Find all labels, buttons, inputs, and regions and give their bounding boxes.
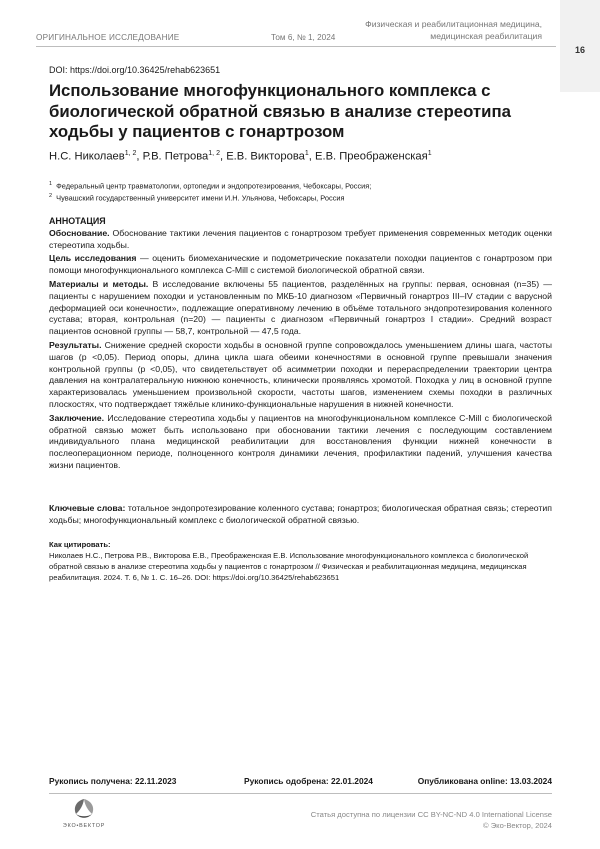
abstract-methods — [49, 279, 552, 338]
license-text: Статья доступна по лицензии CC BY-NC-ND 4.0 International License — [310, 810, 552, 819]
abstract-section-label: Обоснование. — [49, 227, 110, 238]
footer-divider — [49, 793, 552, 794]
affiliation-text: Федеральный центр травматологии, ортопедии и эндопротезирования, Чебоксары, Россия; — [56, 181, 372, 191]
author-affiliation-ref: 1, 2 — [124, 150, 137, 157]
abstract-section-text: Исследование стереотипа ходьбы у пациентов на многофункциональном комплексе C-Mill с биологической обратной связью может быть использовано при обосновании тактики лечения с последующим составлением индивидуального плана медицинской реабилитации для восстановления функции нижней конечности в послеоперационном периоде, полноценного контроля динамики лечения, профилактики падений, улучшения качества жизни пациентов. — [49, 412, 552, 470]
abstract — [49, 216, 552, 474]
abstract-section-label: Материалы и методы. — [49, 278, 149, 289]
author-affiliation-ref: 1 — [304, 150, 309, 157]
eco-vector-logo-icon — [54, 796, 114, 830]
citation-label: Как цитировать: — [49, 540, 111, 549]
publisher-name: ЭКО•ВЕКТОР — [62, 823, 106, 829]
author-name: Е.В. Преображенская — [315, 150, 428, 163]
affiliation — [49, 181, 371, 190]
copyright-text: © Эко-Вектор, 2024 — [483, 820, 552, 830]
volume-info: Том 6, № 1, 2024 — [271, 33, 336, 42]
author-name: Р.В. Петрова — [142, 150, 209, 163]
abstract-section-label: Цель исследования — [49, 253, 137, 264]
citation-block — [49, 539, 552, 583]
article-doi[interactable]: DOI: https://doi.org/10.36425/rehab623651 — [49, 65, 221, 75]
date-accepted: Рукопись одобрена: 22.01.2024 — [244, 776, 373, 786]
affiliation-number: 1 — [49, 181, 53, 187]
page-number: 16 — [574, 45, 585, 55]
abstract-conclusion — [49, 413, 552, 472]
author-list: Н.С. Николаев$^{1, 2}$, Р.В. Петрова$^{1, 2}$, Е.В. Викторова$^1$, Е.В. Преображенская$^1$ — [49, 150, 432, 163]
citation-text: Николаев Н.С., Петрова Р.В., Викторова Е.В., Преображенская Е.В. Использование многофункционального комплекса с биологической обратной связью в анализе стереотипа ходьбы у пациентов с гонартрозом // Физическая и реабилитационная медицина, медицинская реабилитация. 2024. Т. 6, № 1. С. 16–26. DOI: https://doi.org/10.36425/rehab623651 — [49, 551, 529, 582]
publisher-logo — [54, 796, 114, 830]
date-published: Опубликована online: 13.03.2024 — [417, 776, 552, 786]
section-label: ОРИГИНАЛЬНОЕ ИССЛЕДОВАНИЕ — [36, 33, 180, 42]
abstract-heading: АННОТАЦИЯ — [49, 216, 106, 226]
abstract-section-text: — оценить биомеханические и подометрические показатели походки пациентов с гонартрозом при помощи многофункционального комплекса C-Mill с системой биологической обратной связи. — [49, 253, 552, 276]
header-divider — [36, 46, 556, 47]
date-received: Рукопись получена: 22.11.2023 — [49, 776, 177, 786]
journal-name — [365, 19, 542, 42]
abstract-section-text: Снижение средней скорости ходьбы в основной группе сопровождалось уменьшением длины шага, частоты шагов (p <0,05). Период опоры, длина цикла шага обеими конечностями в основной группе превышали значения контрольной группы (p <0,05), что свидетельствует об асимметрии походки и перераспределении траектории центра давления на контралатеральную нижнюю конечность, клинически проявляясь хромотой. Походка у лиц в основной группе характеризовалась уменьшением произвольной скорости, частоты шагов, изменением схемы походки в различных плоскостях, что подтверждает тяжёлые клинико-функциональные нарушения в нижней конечности. — [49, 339, 552, 409]
affiliation-text: Чувашский государственный университет имени И.Н. Ульянова, Чебоксары, Россия — [56, 193, 345, 203]
author-name: Н.С. Николаев — [49, 150, 125, 163]
abstract-section-text: В исследование включены 55 пациентов, разделённых на группы: первая, основная (n=35) — пациенты с нарушением походки и установленным по МКБ-10 диагнозом «Первичный гонартроз III–IV стадии с варусной деформацией оси конечности», подлежащие оперативному лечению в объёме тотального эндопротезирования коленного сустава; вторая, контрольная (n=20) — пациенты с диагнозом «Первичный гонартроз I стадии». Средний возраст пациентов основной группы — 58,7, контрольной — 47,5 года. — [49, 278, 552, 337]
abstract-background — [49, 228, 552, 252]
article-title: Использование многофункционального комплекса с биологической обратной связью в анализе стереотипа ходьбы у пациентов с гонартрозом — [49, 81, 511, 141]
author-name: Е.В. Викторова — [226, 150, 305, 163]
affiliation — [49, 193, 345, 202]
abstract-section-text: Обоснование тактики лечения пациентов с гонартрозом требует применения современных методик оценки стереотипа ходьбы. — [49, 227, 552, 250]
abstract-aim — [49, 253, 552, 277]
journal-name-line1: Физическая и реабилитационная медицина, — [365, 19, 542, 29]
abstract-section-label: Заключение. — [49, 412, 105, 423]
journal-name-line2: медицинская реабилитация — [430, 30, 542, 41]
affiliation-number: 2 — [49, 193, 53, 199]
keywords — [49, 503, 552, 527]
keywords-text: тотальное эндопротезирование коленного сустава; гонартроз; биологическая обратная связь; стереотип ходьбы; многофункциональный комплекс с биологической обратной связью. — [49, 503, 552, 525]
keywords-label: Ключевые слова: — [49, 503, 126, 513]
author-affiliation-ref: 1, 2 — [208, 150, 220, 157]
license-info — [311, 810, 552, 831]
abstract-results — [49, 340, 552, 411]
abstract-section-label: Результаты. — [49, 339, 102, 350]
author-affiliation-ref: 1 — [427, 150, 432, 157]
